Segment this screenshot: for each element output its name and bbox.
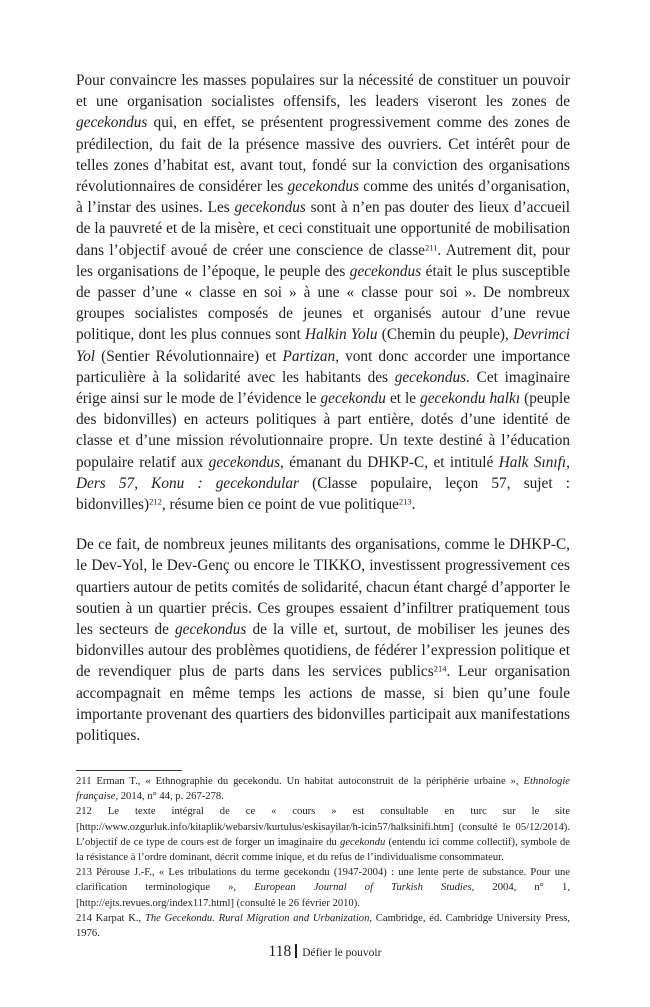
italic-text: gecekondus (76, 114, 148, 132)
italic-text: European Journal of Turkish Studies (254, 882, 472, 894)
text-run: et le (385, 390, 421, 408)
footnote (76, 774, 570, 804)
footnote-ref: 213 (398, 496, 412, 507)
text-run: (peuple des bidonvilles) en acteurs politiques à part entière, dotés d’une identité de classe et d’une mission révolutionnaire propre. Un texte destiné à l’éducation populaire relatif aux (76, 390, 570, 471)
text-run: , émanant du DHKP-C, et intitulé (280, 453, 499, 471)
text-run: qui, en effet, se présentent progressivement comme des zones de prédilection, du fait de la présence massive des ouvriers. Cet intérêt pour de telles zones d’habitat est, avant tout, fondé sur la conviction des organisations révolutionnaires de considérer les (76, 114, 570, 196)
text-run: 213 Pérouse J.-F., « Les tribulations du terme gecekondu (1947-2004) : une lente perte de substance. Pour une clarification terminologique », (76, 867, 570, 894)
text-run: (Chemin du peuple), (377, 326, 514, 344)
running-title: Défier le pouvoir (302, 947, 382, 959)
footnote-ref: 212 (149, 496, 162, 507)
text-run: comme des unités d’organisation, à l’instar des usines. Les (76, 178, 570, 217)
text-run: sont à n’en pas douter des lieux d’accueil de la pauvreté et de la misère, et ceci constituait une opportunité de mobilisation dans l’objectif avoué de créer une conscience de classe (76, 199, 570, 259)
footnote (76, 804, 570, 865)
footnote (76, 865, 570, 911)
text-run: . Autrement dit, pour les organisations de l’époque, le peuple des (76, 241, 570, 280)
italic-text: gecekondus (287, 178, 360, 196)
italic-text: gecekondus (234, 199, 306, 217)
footnote-ref: 214 (433, 663, 447, 674)
italic-text: gecekondus (208, 453, 281, 471)
italic-text: The Gecekondu. Rural Migration and Urbanization, (144, 912, 373, 924)
italic-text: Devrimci Yol (76, 326, 571, 365)
text-run: 211 Erman T., « Ethnographie du gecekondu. Un habitat autoconstruit de la périphérie urbaine », (76, 776, 524, 787)
italic-text: gecekondu (340, 836, 386, 848)
italic-text: Ethnologie française (76, 776, 570, 803)
footnote (76, 911, 570, 941)
text-run: Cambridge, éd. Cambridge University Press, 1976. (76, 912, 571, 940)
text-run: De ce fait, de nombreux jeunes militants des organisations, comme le DHKP-C, le Dev-Yol, le Dev-Genç ou encore le TIKKO, investissent progressivement ces quartiers autour de petits comités de solidarité, chacun étant chargé d’apporter le soutien à un quartier précis. Ces groupes essaient d’infiltrer pratiquement tous les secteurs de (76, 536, 570, 639)
italic-text: Halkin Yolu (305, 326, 378, 344)
italic-text: gecekondu halkı (420, 390, 521, 408)
italic-text: Partizan (282, 347, 336, 365)
italic-text: gecekondus. (394, 368, 470, 386)
text-run: . (411, 496, 416, 514)
text-run: (Sentier Révolutionnaire) et (95, 347, 283, 365)
italic-text: gecekondus (175, 621, 247, 639)
footnote-rule (76, 770, 182, 771)
text-run: , 2004, n° 1, [http://ejts.revues.org/index117.html] (consulté le 26 février 2010). (76, 882, 570, 909)
italic-text: gecekondus (349, 262, 422, 280)
folio-divider (295, 944, 297, 958)
text-run: (entendu ici comme collectif), symbole de la résistance à l’ordre dominant, décrit comme inique, et du refus de l’individualisme consommateur. (76, 836, 570, 864)
text-run: , 2014, n° 44, p. 267-278. (115, 791, 224, 803)
page-number: 118 (268, 943, 292, 960)
text-run: Cet imaginaire érige ainsi sur le mode de l’évidence le (76, 368, 570, 408)
text-run: 214 Karpat K., (76, 912, 145, 924)
text-run: de la ville et, surtout, de mobiliser les jeunes des bidonvilles autour des problèmes quotidiens, de fédérer l’expression politique et de revendiquer plus de parts dans les services publics (76, 621, 570, 681)
italic-text: Halk Sınıfı, Ders 57, Konu : gecekondular (76, 453, 570, 492)
page-footer (0, 943, 650, 961)
footnotes (76, 770, 570, 941)
text-run: , résume bien ce point de vue politique (161, 496, 399, 514)
text-run: , vont donc accorder une importance particulière à la solidarité avec les habitants des (76, 347, 570, 386)
italic-text: gecekondu (320, 390, 386, 408)
text-run: était le plus susceptible de passer d’une « classe en soi » à une « classe pour soi ». De nombreux groupes socialistes composés de jeunes et organisés autour d’une revue politique, dont les plus connues sont (76, 262, 571, 344)
text-run: Pour convaincre les masses populaires sur la nécessité de constituer un pouvoir et une organisation socialistes offensifs, les leaders viseront les zones de (76, 72, 570, 111)
text-run: . Leur organisation accompagnait en même temps les actions de masse, si bien qu’une foule importante provenant des quartiers des bidonvilles participait aux manifestations politiques. (76, 663, 570, 745)
text-run: (Classe populaire, leçon 57, sujet : bidonvilles) (76, 474, 570, 514)
paragraph (76, 70, 570, 515)
text-run: 212 Le texte intégral de ce « cours » est consultable en turc sur le site [http://www.ozgurluk.info/kitaplik/webarsiv/kurtulus/eskisayilar/h-icin57/halksinifi.htm] (consulté le 05/12/2014). L’objectif de ce type de cours est de forger un imaginaire du (76, 806, 570, 848)
body-text (76, 70, 570, 746)
footnote-ref: 211 (424, 241, 438, 252)
paragraph (76, 534, 570, 746)
